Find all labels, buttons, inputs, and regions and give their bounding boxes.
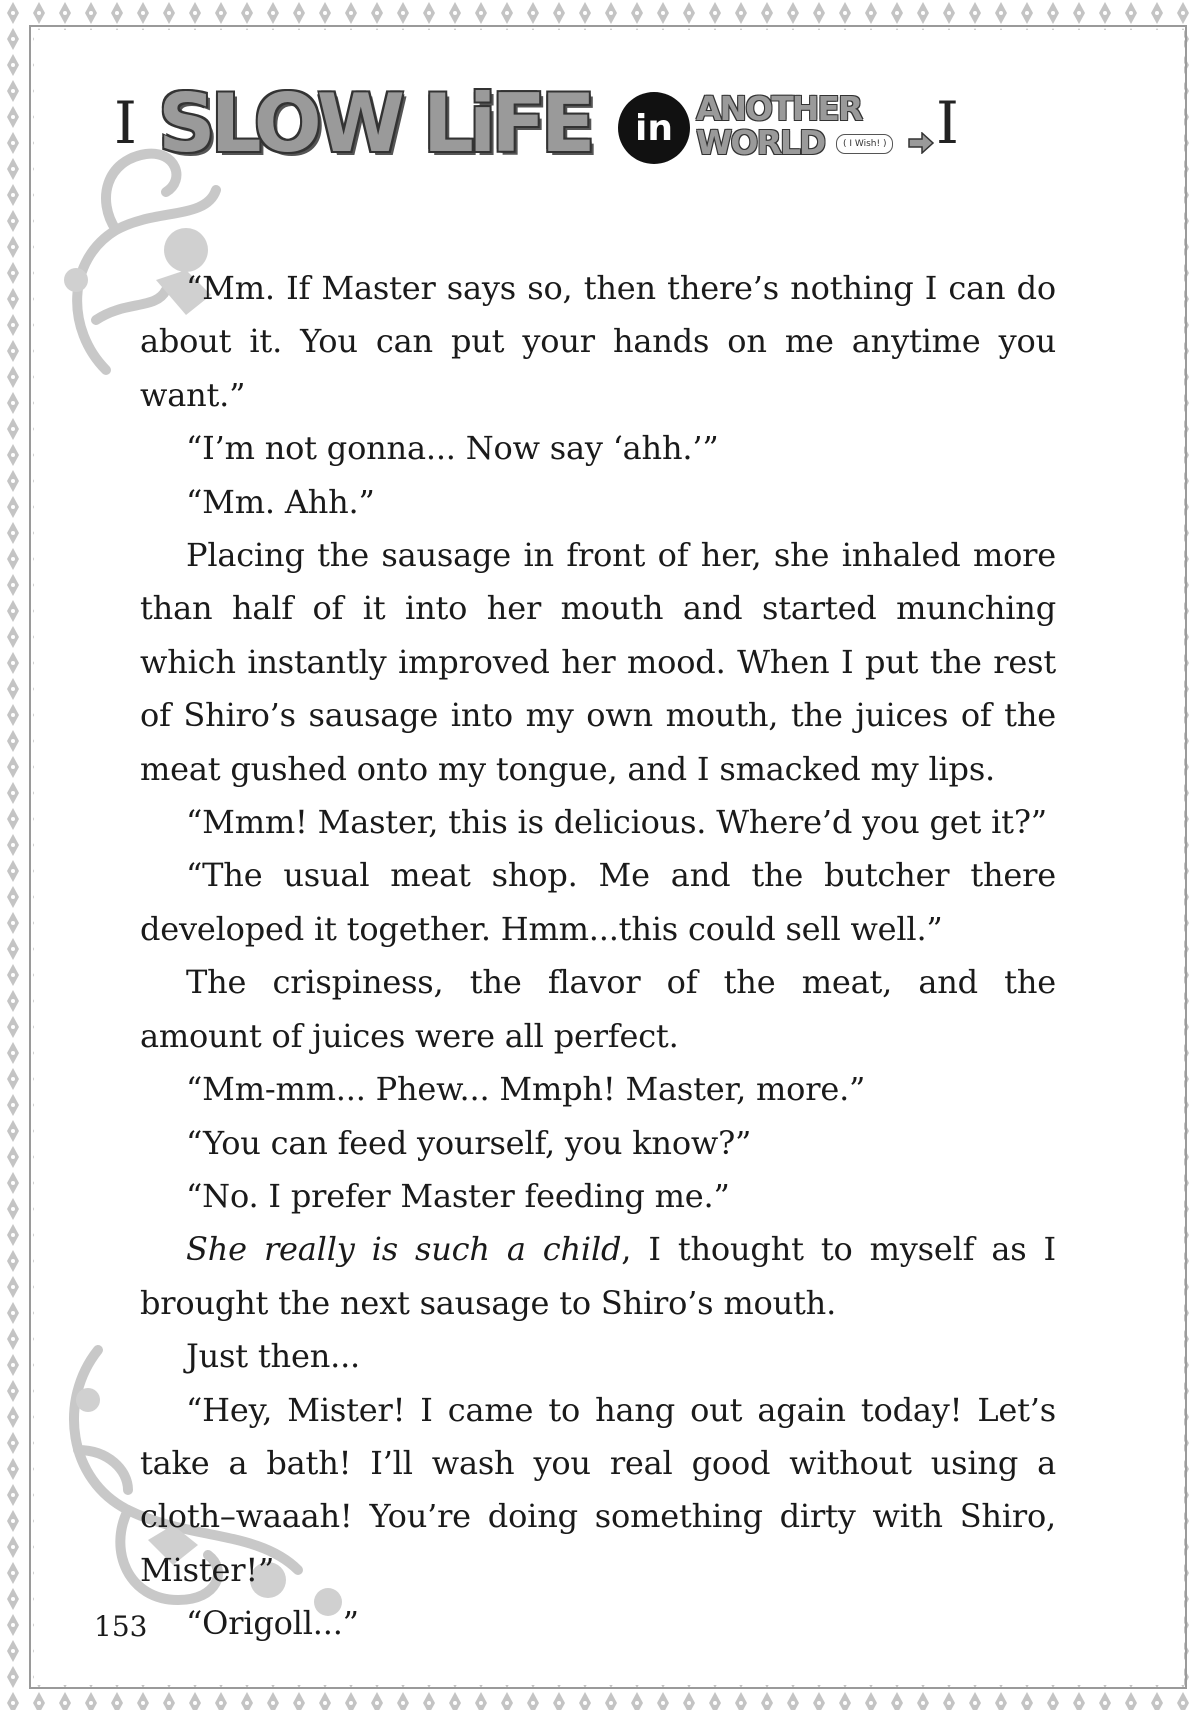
paragraph: “I’m not gonna... Now say ‘ahh.’” <box>186 429 719 468</box>
paragraph: “Mm-mm... Phew... Mmph! Master, more.” <box>186 1070 866 1109</box>
header-bracket-right: I <box>936 89 959 157</box>
header-bracket-left: I <box>114 89 137 157</box>
paragraph-italic-thought <box>140 1223 1056 1330</box>
paragraph: Placing the sausage in front of her, she inhaled more than half of it into her mouth and started munching which instantly improved her mood. When I put the rest of Shiro’s sausage into my own mouth, the juices of the meat gushed onto my tongue, and I smacked my lips. <box>140 536 1056 788</box>
paragraph: “Mm. If Master says so, then there’s nothing I can do about it. You can put your hands on me anytime you want.” <box>140 269 1056 414</box>
page-number: 153 <box>94 1610 148 1643</box>
paragraph: “Hey, Mister! I came to hang out again today! Let’s take a bath! I’ll wash you real good without using a cloth–waaah! You’re doing something dirty with Shiro, Mister!” <box>140 1390 1056 1589</box>
logo-title-main: SLOW LiFE <box>158 77 591 170</box>
logo-title-another: ANOTHER <box>696 89 862 128</box>
chapter-text <box>140 262 1056 1651</box>
paragraph: Just then... <box>186 1337 361 1376</box>
paragraph: “The usual meat shop. Me and the butcher there developed it together. Hmm...this could sell well.” <box>140 856 1056 948</box>
logo-tagline: ( I Wish! ) <box>836 134 893 154</box>
logo-in-badge: in <box>618 92 690 164</box>
series-logo-header <box>110 77 970 180</box>
logo-title-world: WORLD <box>696 123 825 162</box>
paragraph: “Mm. Ahh.” <box>186 482 375 521</box>
paragraph: The crispiness, the flavor of the meat, and the amount of juices were all perfect. <box>140 963 1056 1055</box>
paragraph: “Origoll...” <box>186 1604 359 1643</box>
paragraph: “Mmm! Master, this is delicious. Where’d you get it?” <box>186 803 1047 842</box>
italic-thought: She really is such a child <box>186 1230 622 1269</box>
paragraph: “No. I prefer Master feeding me.” <box>186 1176 730 1215</box>
arrow-icon <box>908 132 934 154</box>
paragraph: “You can feed yourself, you know?” <box>186 1123 752 1162</box>
paragraph-rest: , I thought to myself as I brought the next sausage to Shiro’s mouth. <box>140 1230 1056 1322</box>
